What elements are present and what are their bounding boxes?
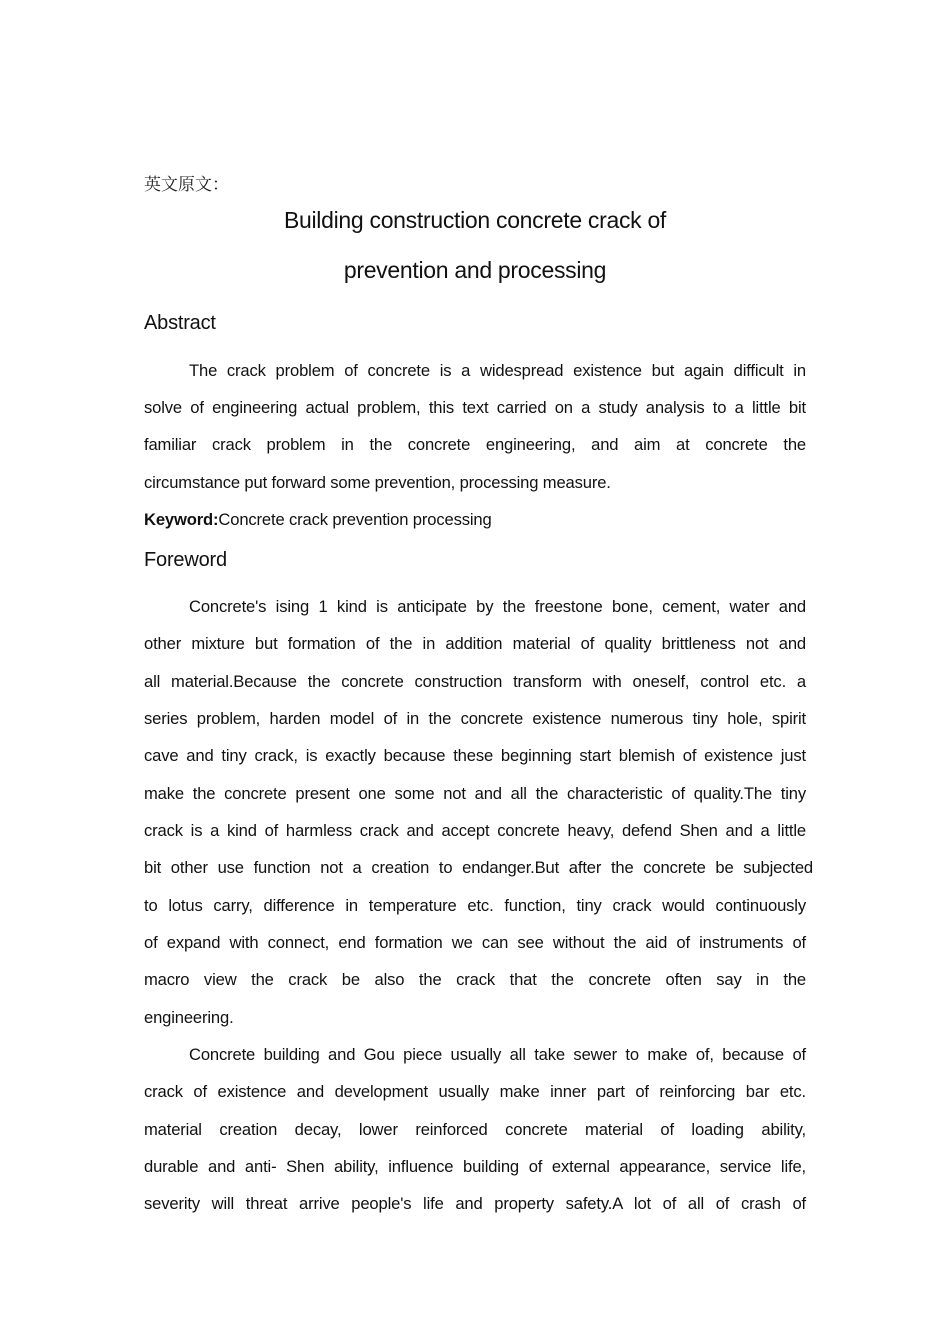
- foreword-line: to lotus carry, difference in temperature etc. function, tiny crack would continuously: [144, 896, 806, 915]
- abstract-line: solve of engineering actual problem, this text carried on a study analysis to a little bit: [144, 398, 806, 417]
- foreword-line: series problem, harden model of in the concrete existence numerous tiny hole, spirit: [144, 709, 806, 728]
- foreword-line: Concrete's ising 1 kind is anticipate by the freestone bone, cement, water and: [189, 597, 806, 616]
- foreword-line: durable and anti- Shen ability, influence building of external appearance, service life,: [144, 1157, 806, 1176]
- foreword-line: engineering.: [144, 1008, 234, 1027]
- keyword-label: Keyword:: [144, 510, 219, 529]
- abstract-line: The crack problem of concrete is a widespread existence but again difficult in: [189, 361, 806, 380]
- foreword-line: make the concrete present one some not and all the characteristic of quality.The tiny: [144, 784, 806, 803]
- foreword-heading: Foreword: [144, 549, 227, 571]
- foreword-line: other mixture but formation of the in addition material of quality brittleness not and: [144, 634, 806, 653]
- foreword-line: severity will threat arrive people's life and property safety.A lot of all of crash of: [144, 1194, 806, 1213]
- foreword-line: material creation decay, lower reinforced concrete material of loading ability,: [144, 1120, 806, 1139]
- abstract-line: circumstance put forward some prevention, processing measure.: [144, 473, 611, 492]
- original-text-label: 英文原文：: [144, 175, 229, 195]
- foreword-line: crack of existence and development usually make inner part of reinforcing bar etc.: [144, 1082, 806, 1101]
- foreword-line: of expand with connect, end formation we can see without the aid of instruments of: [144, 933, 806, 952]
- document-title-line-1: Building construction concrete crack of: [283, 207, 667, 233]
- foreword-line: bit other use function not a creation to endanger.But after the concrete be subjected: [144, 858, 813, 877]
- keyword-line: [144, 510, 806, 530]
- foreword-line: cave and tiny crack, is exactly because these beginning start blemish of existence just: [144, 746, 806, 765]
- document-title-line-2: prevention and processing: [343, 257, 607, 283]
- foreword-line: macro view the crack be also the crack that the concrete often say in the: [144, 970, 806, 989]
- keyword-value: Concrete crack prevention processing: [218, 510, 492, 529]
- foreword-line: crack is a kind of harmless crack and accept concrete heavy, defend Shen and a little: [144, 821, 806, 840]
- abstract-heading: Abstract: [144, 312, 216, 334]
- foreword-line: Concrete building and Gou piece usually all take sewer to make of, because of: [189, 1045, 806, 1064]
- abstract-line: familiar crack problem in the concrete engineering, and aim at concrete the: [144, 435, 806, 454]
- foreword-line: all material.Because the concrete construction transform with oneself, control etc. a: [144, 672, 806, 691]
